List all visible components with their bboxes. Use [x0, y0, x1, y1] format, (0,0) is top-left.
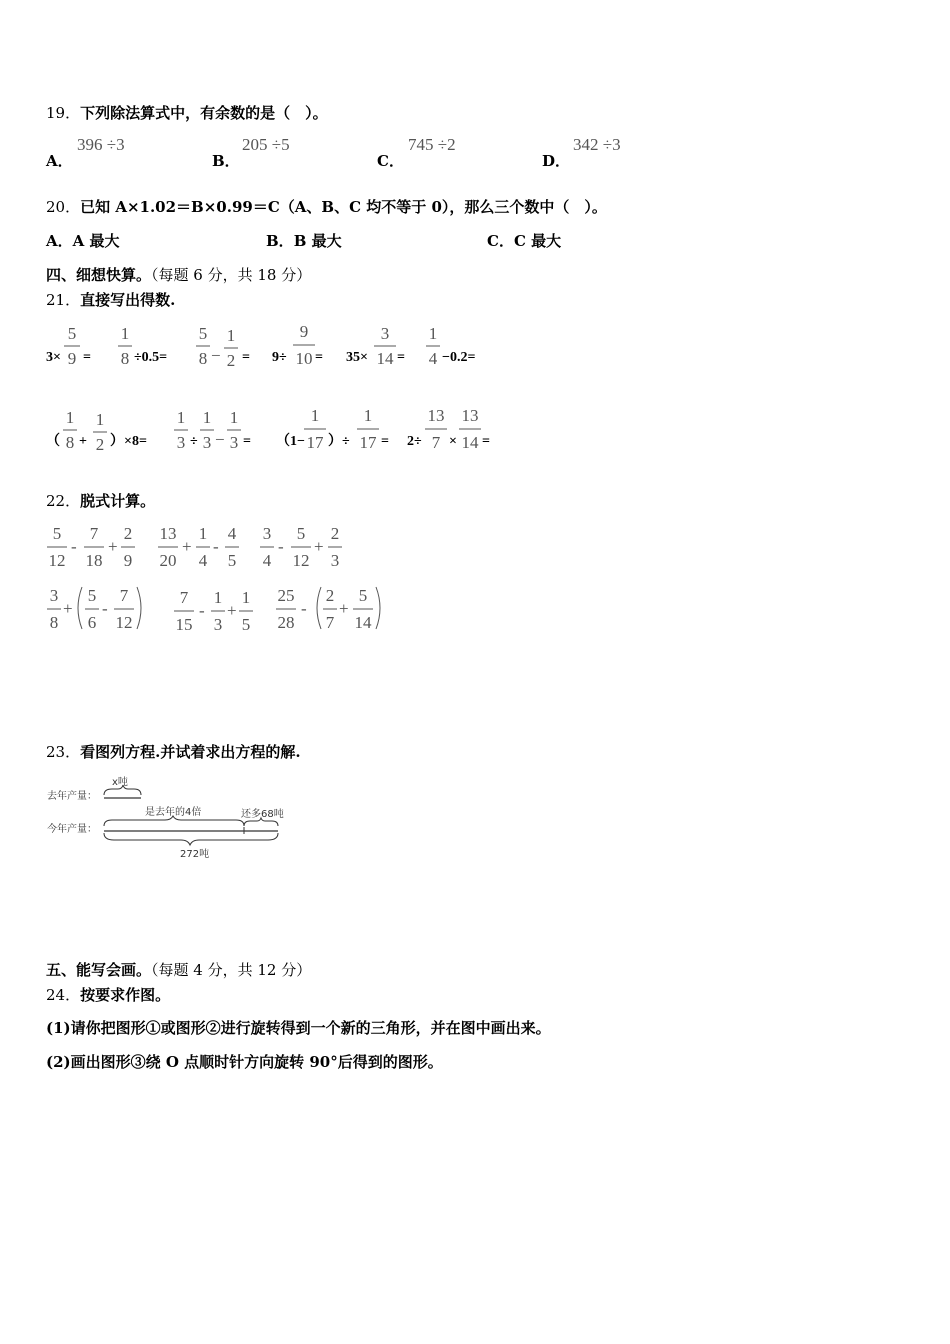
q21-r2c3-num2: 1 [363, 406, 373, 425]
q22-e3-d1: 4 [262, 551, 272, 570]
q21-r1c3-num: 5 [198, 324, 208, 343]
q20-option-c-letter: C． [487, 232, 514, 250]
q20-number: 20． [46, 198, 81, 216]
q22-stem [46, 490, 155, 511]
section-4-heading [46, 264, 311, 285]
q21-r1c6-num: 1 [428, 324, 438, 343]
q20-option-c-text: C 最大 [513, 232, 562, 250]
q24-number: 24． [46, 986, 81, 1004]
q21-r2c2-den1: 3 [176, 433, 186, 452]
q22-e2-d3: 5 [227, 551, 237, 570]
q22-e4-d1: 8 [49, 613, 59, 632]
q22-e1-d3: 9 [123, 551, 133, 570]
q19-option-a-expr: 396 ÷3 [77, 135, 125, 154]
q21-r1c2-num: 1 [120, 324, 130, 343]
q21-r2c2-den2: 3 [202, 433, 212, 452]
q21-r1c1-post: = [83, 350, 91, 365]
times-brace [104, 816, 244, 826]
q22-expressions [0, 515, 950, 640]
q20-option-b-text: B 最大 [293, 232, 342, 250]
q20-text: 已知 A×1.02＝B×0.99＝C（A、B、C 均不等于 0），那么三个数中（ ）。 [80, 198, 607, 216]
q21-fraction-grid [0, 310, 950, 460]
q22-e5-d3: 5 [241, 615, 251, 634]
q20-option-a-text: A 最大 [72, 232, 120, 250]
q22-e1-op2: + [108, 537, 118, 556]
q19-text: 下列除法算式中，有余数的是（ ）。 [80, 104, 328, 122]
q21-r2c4-num1: 13 [427, 406, 445, 425]
q21-r2c3-mid: ）÷ [328, 434, 350, 449]
q22-e5-op1: - [199, 601, 205, 620]
q22-e3-n1: 3 [262, 524, 272, 543]
q21-r1c4-num: 9 [299, 322, 309, 341]
q21-r1c5-num: 3 [380, 324, 390, 343]
q22-e6-d2: 7 [325, 613, 335, 632]
q21-r2c1-den2: 2 [95, 435, 105, 454]
q21-r1c2-den: 8 [120, 349, 130, 368]
total-brace [104, 833, 278, 845]
q19-stem [46, 102, 328, 123]
q21-text: 直接写出得数. [80, 291, 176, 309]
q23-text: 看图列方程.并试着求出方程的解. [80, 743, 301, 761]
q21-r2c1-close: ）×8= [110, 434, 147, 449]
q22-e5-n1: 7 [179, 588, 189, 607]
q22-e4-d3: 12 [115, 613, 133, 632]
q22-e2-op1: + [182, 537, 192, 556]
q22-e4-op2: - [102, 599, 108, 618]
q22-e3-d2: 12 [292, 551, 310, 570]
q20-option-b-letter: B． [266, 232, 294, 250]
q21-r1c6-post: −0.2= [442, 350, 476, 365]
q21-r1c4-pre: 9÷ [272, 350, 287, 365]
q21-r1c3-den2: 2 [226, 351, 236, 370]
q22-e4-n2: 5 [87, 586, 97, 605]
q21-r2c4-den2: 14 [461, 433, 479, 452]
q22-e5-op2: + [227, 601, 237, 620]
section-4-points: （每题 6 分，共 18 分） [151, 266, 312, 284]
q21-r1c6-den: 4 [428, 349, 438, 368]
q23-line-diagram [40, 770, 300, 865]
last-year-label: 去年产量： [47, 791, 97, 802]
q21-r1c3-den: 8 [198, 349, 208, 368]
q21-number: 21． [46, 291, 81, 309]
q22-e5-n2: 1 [213, 588, 223, 607]
q21-r1c1-pre: 3× [46, 350, 61, 365]
q21-r2c1-op: + [79, 434, 87, 449]
q22-e2-d2: 4 [198, 551, 208, 570]
q22-e6-lparen [317, 587, 321, 629]
q21-r1c1-den: 9 [67, 349, 77, 368]
last-year-brace [104, 785, 141, 795]
q22-e3-n2: 5 [296, 524, 306, 543]
q21-r2c3-den2: 17 [359, 433, 377, 452]
q21-r2c1-num1: 1 [65, 408, 75, 427]
q22-e2-n1: 13 [159, 524, 177, 543]
q22-e6-op1: - [301, 599, 307, 618]
q22-number: 22． [46, 492, 81, 510]
q21-r1c3-op: − [211, 346, 221, 365]
q22-e6-d3: 14 [354, 613, 372, 632]
q23-stem [46, 741, 301, 762]
q21-r2c2-op1: ÷ [190, 434, 198, 449]
q21-r1c4-den: 10 [295, 349, 313, 368]
q21-r2c3-den1: 17 [306, 433, 324, 452]
q22-e1-n3: 2 [123, 524, 133, 543]
last-year-value: x吨 [112, 777, 128, 788]
q21-r2c4-op: × [449, 434, 457, 449]
section-5-points: （每题 4 分，共 12 分） [151, 961, 312, 979]
q21-r1c5-pre: 35× [346, 350, 368, 365]
q22-e6-n1: 25 [277, 586, 295, 605]
q21-r2c2-den3: 3 [229, 433, 239, 452]
q22-e4-op1: + [63, 599, 73, 618]
q22-e3-op1: - [278, 537, 284, 556]
q22-e4-rparen [137, 587, 141, 629]
q24-part-1: (1)请你把图形①或图形②进行旋转得到一个新的三角形，并在图中画出来。 [46, 1019, 551, 1037]
q21-r2c2-op2: − [215, 430, 225, 449]
q19-option-d-letter: D． [542, 152, 571, 170]
q24-stem [46, 984, 170, 1005]
q19-option-b-expr: 205 ÷5 [242, 135, 290, 154]
q22-e1-op1: - [71, 537, 77, 556]
q21-r2c2-post: = [243, 434, 251, 449]
q21-r2c4-num2: 13 [461, 406, 479, 425]
q22-e4-n3: 7 [119, 586, 129, 605]
q22-e4-n1: 3 [49, 586, 59, 605]
q22-e3-n3: 2 [330, 524, 340, 543]
q21-r2c3-num1: 1 [310, 406, 320, 425]
q22-e2-n3: 4 [227, 524, 237, 543]
q19-option-c-expr: 745 ÷2 [408, 135, 456, 154]
q22-e5-d1: 15 [175, 615, 193, 634]
q21-r1c1-num: 5 [67, 324, 77, 343]
q21-r2c1-open: （ [46, 434, 60, 449]
q24-part-2: (2)画出图形③绕 O 点顺时针方向旋转 90°后得到的图形。 [46, 1053, 443, 1071]
section-5-title: 五、能写会画。 [46, 961, 152, 979]
q22-e6-d1: 28 [277, 613, 295, 632]
q22-e1-d2: 18 [85, 551, 103, 570]
q21-r2c2-num1: 1 [176, 408, 186, 427]
q21-stem [46, 289, 175, 310]
q23-number: 23． [46, 743, 81, 761]
q19-number: 19． [46, 104, 81, 122]
q21-r2c4-post: = [482, 434, 490, 449]
q22-text: 脱式计算。 [80, 492, 156, 510]
q21-r2c2-num3: 1 [229, 408, 239, 427]
q22-e2-op2: - [213, 537, 219, 556]
section-4-title: 四、细想快算。 [46, 266, 152, 284]
q22-e3-d3: 3 [330, 551, 340, 570]
q24-text: 按要求作图。 [80, 986, 171, 1004]
q22-e6-n3: 5 [358, 586, 368, 605]
q22-e6-rparen [376, 587, 380, 629]
q21-r1c4-post: = [315, 350, 323, 365]
q22-e1-n1: 5 [52, 524, 62, 543]
q21-r1c3-num2: 1 [226, 326, 236, 345]
q19-option-c-letter: C． [377, 152, 404, 170]
times-label: 是去年的4倍 [145, 807, 202, 818]
q22-e3-op2: + [314, 537, 324, 556]
q22-e4-d2: 6 [87, 613, 97, 632]
q19-option-a-letter: A． [46, 152, 73, 170]
q21-r2c1-den1: 8 [65, 433, 75, 452]
q20-option-c [487, 230, 561, 251]
q21-r2c3-pre: （1− [276, 434, 305, 449]
q21-r1c2-post: ÷0.5= [134, 350, 168, 365]
q22-e4-lparen [78, 587, 82, 629]
q22-e5-d2: 3 [213, 615, 223, 634]
q21-r1c3-post: = [242, 350, 250, 365]
q21-r1c5-post: = [397, 350, 405, 365]
q19-option-d-expr: 342 ÷3 [573, 135, 621, 154]
q19-option-b-letter: B． [212, 152, 240, 170]
q21-r2c4-den1: 7 [431, 433, 441, 452]
q22-e1-d1: 12 [48, 551, 66, 570]
q22-e1-n2: 7 [89, 524, 99, 543]
q21-r2c4-pre: 2÷ [407, 434, 422, 449]
q21-r2c3-post: = [381, 434, 389, 449]
total-label: 272吨 [180, 849, 210, 860]
q22-e2-d1: 20 [159, 551, 177, 570]
section-5-heading [46, 959, 311, 980]
q22-e6-n2: 2 [325, 586, 335, 605]
q21-r2c2-num2: 1 [202, 408, 212, 427]
q20-option-a [46, 230, 120, 251]
q20-option-b [266, 230, 342, 251]
q20-option-a-letter: A． [46, 232, 73, 250]
q22-e5-n3: 1 [241, 588, 251, 607]
q20-stem [46, 196, 607, 217]
more-label: 还多68吨 [241, 809, 284, 820]
q22-e2-n2: 1 [198, 524, 208, 543]
q22-e6-op2: + [339, 599, 349, 618]
this-year-label: 今年产量： [47, 824, 97, 835]
q21-r2c1-num2: 1 [95, 410, 105, 429]
q21-r1c5-den: 14 [376, 349, 394, 368]
